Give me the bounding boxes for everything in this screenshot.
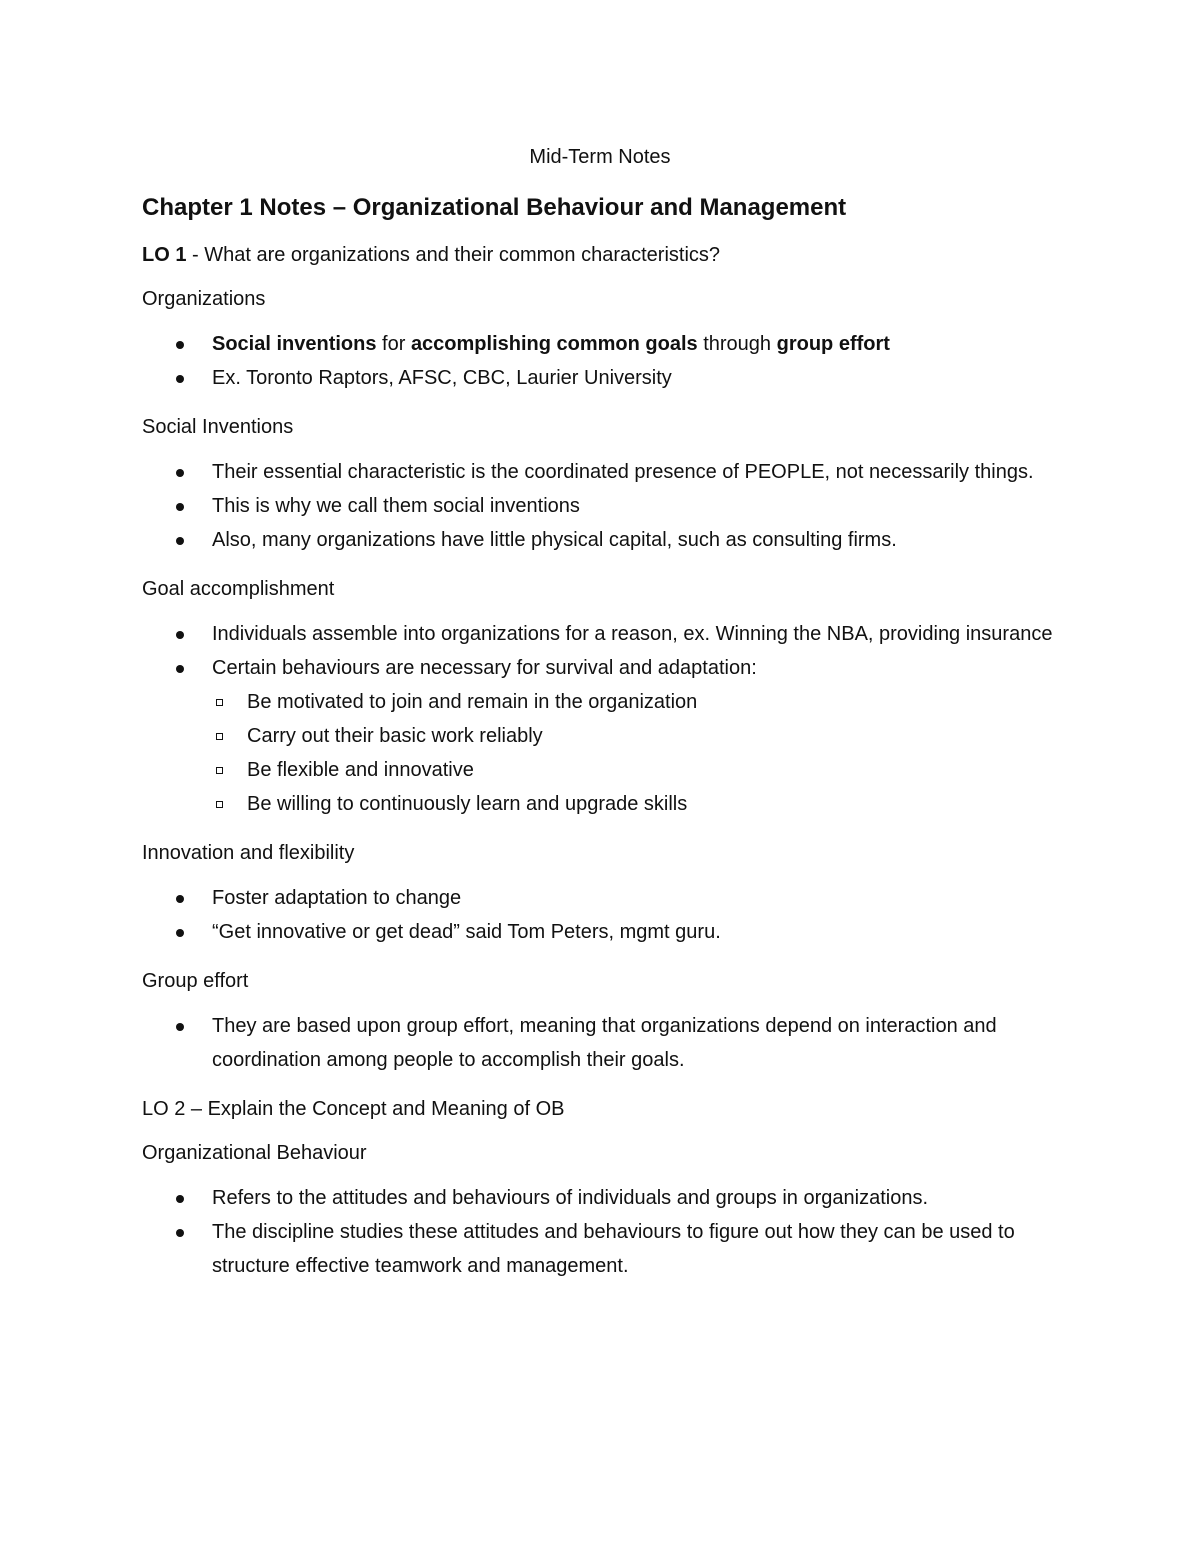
list-item-text: “Get innovative or get dead” said Tom Peters, mgmt guru. [212, 921, 721, 943]
bullet-icon [176, 631, 184, 639]
bullet-icon [176, 929, 184, 937]
sub-bullet-list [212, 685, 1072, 821]
sub-list-item [247, 685, 1072, 719]
bold-term: group effort [776, 333, 890, 355]
list-item-text: Individuals assemble into organizations for a reason, ex. Winning the NBA, providing insurance [212, 623, 1053, 645]
bullet-list-goal-accomplishment [142, 617, 1072, 821]
sub-list-item [247, 719, 1072, 753]
sub-list-item-text: Carry out their basic work reliably [247, 725, 543, 747]
section-heading-social-inventions: Social Inventions [142, 416, 294, 438]
list-item [212, 1181, 1072, 1215]
list-item-text: This is why we call them social inventions [212, 495, 580, 517]
sub-list-item-text: Be flexible and innovative [247, 759, 474, 781]
list-item-text: Certain behaviours are necessary for survival and adaptation: [212, 657, 757, 679]
document-title: Mid-Term Notes [529, 146, 671, 168]
section-heading-organizations: Organizations [142, 288, 266, 310]
sub-list-item-text: Be willing to continuously learn and upgrade skills [247, 793, 688, 815]
list-item [212, 915, 1072, 949]
bold-term: accomplishing common goals [410, 333, 698, 355]
bullet-icon [176, 469, 184, 477]
document-body [142, 192, 1072, 1299]
list-item [212, 1215, 1072, 1283]
learning-objective-1 [142, 239, 1072, 271]
bullet-icon [176, 1023, 184, 1031]
section-heading-goal-accomplishment: Goal accomplishment [142, 578, 335, 600]
list-item [212, 881, 1072, 915]
sub-list-item-text: Be motivated to join and remain in the organization [247, 691, 698, 713]
bullet-icon [176, 537, 184, 545]
text-run: through [697, 333, 777, 355]
bullet-icon [176, 341, 184, 349]
list-item-text: Ex. Toronto Raptors, AFSC, CBC, Laurier University [212, 367, 672, 389]
section-heading-group-effort: Group effort [142, 970, 249, 992]
square-bullet-icon [216, 801, 223, 808]
section-heading-innovation: Innovation and flexibility [142, 842, 355, 864]
bullet-list-innovation [142, 881, 1072, 949]
bullet-icon [176, 1229, 184, 1237]
bullet-icon [176, 665, 184, 673]
bullet-icon [176, 1195, 184, 1203]
square-bullet-icon [216, 699, 223, 706]
list-item-text: Foster adaptation to change [212, 887, 462, 909]
list-item-text: Refers to the attitudes and behaviours of individuals and groups in organizations. [212, 1187, 929, 1209]
list-item [212, 1009, 1072, 1077]
square-bullet-icon [216, 733, 223, 740]
list-item [212, 489, 1072, 523]
list-item-text: Their essential characteristic is the coordinated presence of PEOPLE, not necessarily things. [212, 461, 1034, 483]
bold-term: Social inventions [212, 333, 377, 355]
list-item [212, 361, 1072, 395]
bullet-list-organizational-behaviour [142, 1181, 1072, 1283]
learning-objective-2: LO 2 – Explain the Concept and Meaning of OB [142, 1098, 565, 1120]
list-item [212, 327, 1072, 361]
bullet-icon [176, 895, 184, 903]
square-bullet-icon [216, 767, 223, 774]
list-item [212, 651, 1072, 821]
learning-objective-1-text: - What are organizations and their common characteristics? [186, 244, 721, 266]
section-heading-organizational-behaviour: Organizational Behaviour [142, 1142, 367, 1164]
bullet-list-group-effort [142, 1009, 1072, 1077]
bullet-icon [176, 375, 184, 383]
list-item-text: Also, many organizations have little physical capital, such as consulting firms. [212, 529, 897, 551]
list-item [212, 617, 1072, 651]
chapter-heading: Chapter 1 Notes – Organizational Behaviour and Management [142, 194, 847, 221]
sub-list-item [247, 787, 1072, 821]
list-item [212, 523, 1072, 557]
bullet-list-organizations [142, 327, 1072, 395]
sub-list-item [247, 753, 1072, 787]
list-item-text: The discipline studies these attitudes and behaviours to figure out how they can be used to structure effective teamwork and management. [212, 1221, 1015, 1277]
list-item-text: They are based upon group effort, meaning that organizations depend on interaction and coordination among people to accomplish their goals. [212, 1015, 997, 1071]
text-run: for [376, 333, 411, 355]
bullet-list-social-inventions [142, 455, 1072, 557]
list-item [212, 455, 1072, 489]
learning-objective-1-label: LO 1 [142, 244, 187, 266]
bullet-icon [176, 503, 184, 511]
